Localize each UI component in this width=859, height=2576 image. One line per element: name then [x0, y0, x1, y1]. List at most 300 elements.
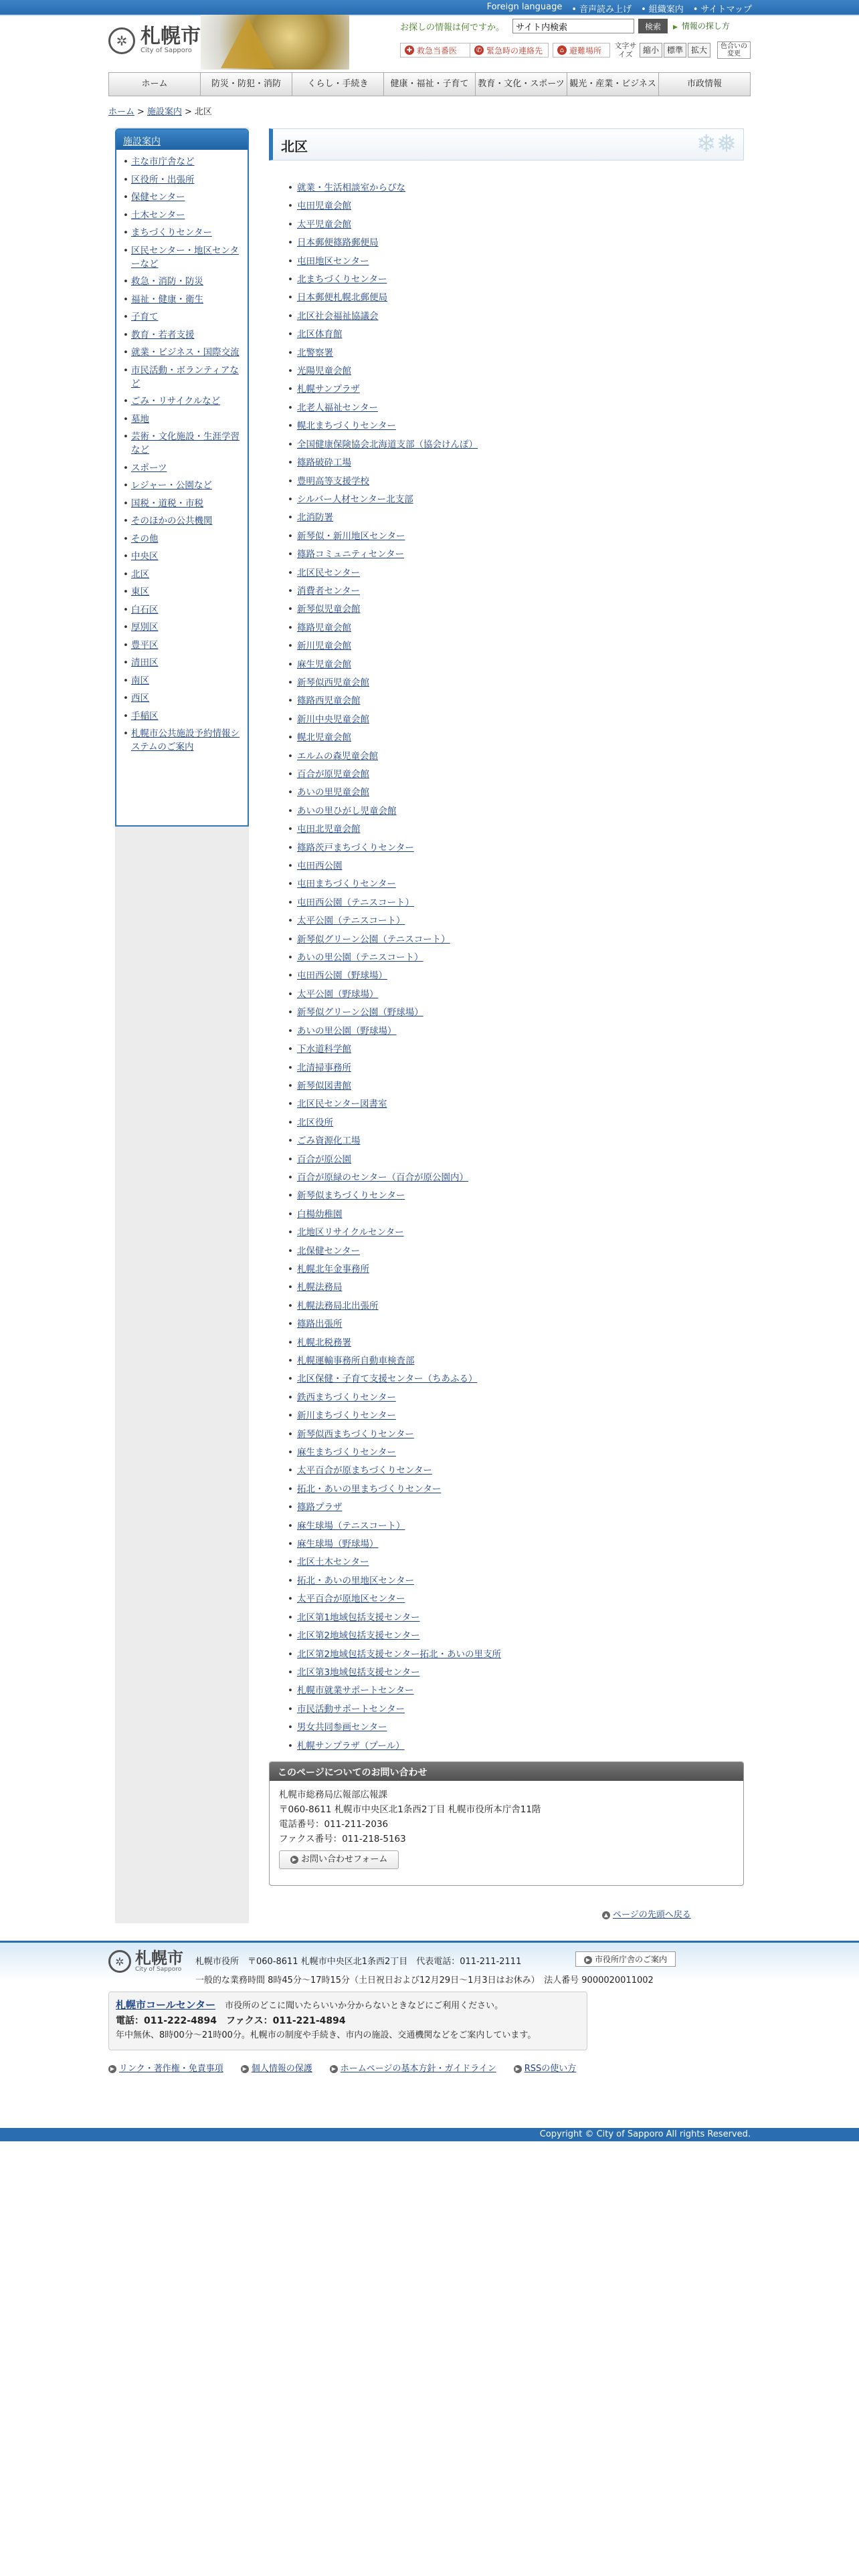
facility-link[interactable]: 鉄西まちづくりセンター — [297, 1392, 396, 1403]
header-image — [201, 15, 349, 70]
facility-link[interactable]: 新琴似西まちづくりセンター — [297, 1428, 414, 1440]
sidebar-item-link[interactable]: ごみ・リサイクルなど — [131, 396, 221, 407]
facility-item — [288, 949, 501, 967]
foreign-language-link[interactable]: Foreign language — [486, 2, 563, 12]
footer-logo-name: 札幌市 — [135, 1949, 183, 1967]
sidebar-item-link[interactable]: 厚別区 — [131, 622, 159, 633]
facility-link[interactable]: あいの里公園（テニスコート） — [297, 952, 423, 964]
call-center-title[interactable]: 札幌市コールセンター — [116, 1999, 216, 2011]
arrow-icon: ▶ — [514, 2065, 522, 2073]
facility-item — [288, 546, 501, 564]
breadcrumb-separator: > — [184, 107, 192, 117]
facility-link[interactable]: 男女共同参画センター — [297, 1722, 387, 1733]
sidebar-item — [123, 275, 244, 288]
facility-item — [288, 289, 501, 307]
sidebar-item-link[interactable]: 中央区 — [131, 551, 159, 562]
facility-link[interactable]: 北消防署 — [297, 512, 333, 524]
search-input[interactable] — [512, 19, 634, 33]
footer-logo-subtitle: City of Sapporo — [135, 1966, 182, 1973]
facility-link[interactable]: 新川中央児童会館 — [297, 714, 369, 725]
gnav-health[interactable]: 健康・福祉・子育て — [384, 73, 476, 96]
facility-item — [288, 1664, 501, 1682]
search-button[interactable]: 検索 — [638, 19, 668, 33]
facility-item — [288, 967, 501, 985]
gnav-living[interactable]: くらし・手続き — [292, 73, 384, 96]
facility-link[interactable]: 札幌運輸事務所自動車検査部 — [297, 1356, 415, 1366]
emergency-doctor-button[interactable] — [400, 43, 475, 58]
facility-link[interactable]: 札幌市就業サポートセンター — [297, 1685, 414, 1697]
facility-item — [288, 711, 501, 729]
facility-item — [288, 912, 501, 930]
evacuation-button[interactable] — [553, 43, 610, 58]
facility-item — [288, 253, 501, 271]
phone-icon: ✆ — [474, 45, 484, 55]
facility-link[interactable]: 市民活動サポートセンター — [297, 1703, 405, 1715]
copyright: Copyright © City of Sapporo All rights Reserved. — [0, 2128, 859, 2141]
facility-item — [288, 1279, 501, 1297]
top-bar — [0, 0, 859, 15]
footer-link-copyright[interactable] — [108, 2061, 223, 2074]
sidebar-item — [123, 585, 244, 599]
sidebar-item — [123, 550, 244, 563]
facility-item — [288, 1243, 501, 1261]
facility-link[interactable]: シルバー人材センター北支部 — [297, 494, 413, 505]
facility-item — [288, 454, 501, 472]
facility-item — [288, 748, 501, 766]
facility-item — [288, 839, 501, 857]
facility-link[interactable]: 消費者センター — [297, 585, 360, 597]
facility-item — [288, 1041, 501, 1059]
facility-item — [288, 1407, 501, 1425]
facility-item — [288, 1004, 501, 1022]
facility-item — [288, 326, 501, 344]
sidebar-item-link[interactable]: 子育て — [131, 312, 159, 322]
facility-item — [288, 1114, 501, 1132]
sidebar-item-link[interactable]: 芸術・文化施設・生涯学習など — [131, 431, 240, 455]
inquiry-heading: このページについてのお問い合わせ — [270, 1762, 743, 1781]
sidebar-item-link[interactable]: レジャー・公園など — [131, 480, 212, 491]
facility-item — [288, 821, 501, 839]
sidebar-item-link[interactable]: 東区 — [131, 586, 149, 597]
inquiry-fax: ファクス番号：011-218-5163 — [279, 1834, 406, 1844]
facility-link[interactable]: あいの里児童会館 — [297, 787, 369, 798]
facility-item — [288, 1646, 501, 1664]
arrow-icon: ▶ — [330, 2065, 338, 2073]
facility-link[interactable]: 北区民センター図書室 — [297, 1099, 387, 1110]
facility-link[interactable]: あいの里公園（野球場） — [297, 1025, 397, 1037]
facility-link[interactable]: 光陽児童会館 — [297, 366, 351, 377]
evacuation-label: 避難場所 — [569, 45, 602, 56]
sidebar-item-link[interactable]: 豊平区 — [131, 639, 159, 651]
facility-item — [288, 894, 501, 912]
facility-link[interactable]: 日本郵便札幌北郵便局 — [297, 292, 387, 304]
facility-link[interactable]: 札幌法務局 — [297, 1282, 343, 1293]
sidebar-item-link[interactable]: 市民活動・ボランティアなど — [131, 364, 239, 389]
facility-item — [288, 986, 501, 1004]
city-hall-access-button[interactable] — [575, 1951, 676, 1967]
facility-link[interactable]: 拓北・あいの里まちづくりセンター — [297, 1483, 442, 1495]
facility-item — [288, 417, 501, 435]
footer-link-label[interactable]: ホームページの基本方針・ガイドライン — [340, 2064, 496, 2074]
facility-item — [288, 1609, 501, 1627]
facility-item — [288, 1535, 501, 1553]
facility-link[interactable]: 太平公園（野球場） — [297, 988, 379, 1000]
facility-item — [288, 564, 501, 582]
facility-item — [288, 1426, 501, 1444]
sidebar-heading — [116, 130, 248, 150]
facility-link[interactable]: 札幌北税務署 — [297, 1337, 351, 1348]
sidebar-item — [123, 430, 244, 457]
facility-item — [288, 1590, 501, 1608]
facility-item — [288, 1334, 501, 1352]
facility-link[interactable]: 新川児童会館 — [297, 641, 351, 652]
facility-link[interactable]: 太平児童会館 — [297, 219, 351, 230]
facility-link[interactable]: 太平百合が原地区センター — [297, 1594, 405, 1605]
facility-link[interactable]: 百合が原緑のセンター（百合が原公園内） — [297, 1172, 468, 1183]
facility-link[interactable]: 豊明高等支援学校 — [297, 475, 369, 487]
facility-link[interactable]: 北区社会福祉協議会 — [297, 310, 379, 322]
sidebar-item-link[interactable]: 南区 — [131, 675, 149, 686]
facility-item — [288, 271, 501, 289]
font-large-button[interactable]: 拡大 — [688, 43, 710, 58]
facility-item — [288, 1370, 501, 1388]
sidebar-item — [123, 710, 244, 723]
gnav-education[interactable]: 教育・文化・スポーツ — [476, 73, 567, 96]
sidebar-item — [123, 413, 244, 426]
sidebar-item-link[interactable]: 北区 — [131, 568, 149, 580]
facility-link[interactable]: 屯田西公園 — [297, 861, 343, 872]
facility-link[interactable]: 太平公園（テニスコート） — [297, 916, 405, 927]
facility-item — [288, 1132, 501, 1150]
sidebar-item — [123, 691, 244, 705]
facility-item — [288, 1023, 501, 1041]
footer-address: 札幌市役所 〒060-8611 札幌市中央区北1条西2丁目 代表電話：011-211-2111 — [195, 1957, 522, 1967]
facility-link[interactable]: 拓北・あいの里地区センター — [297, 1575, 414, 1586]
facility-list — [288, 179, 501, 1755]
facility-link[interactable]: 新琴似西児童会館 — [297, 677, 369, 688]
sidebar-item — [123, 621, 244, 634]
facility-link[interactable]: 屯田まちづくりセンター — [297, 879, 396, 890]
facility-item — [288, 857, 501, 875]
facility-link[interactable]: 麻生まちづくりセンター — [297, 1447, 396, 1459]
facility-link[interactable]: 北区体育館 — [297, 329, 343, 340]
search-howto-link[interactable]: ▶ 情報の探し方 — [673, 20, 730, 31]
facility-item — [288, 491, 501, 509]
facility-link[interactable]: 就業・生活相談室からぴな — [297, 183, 405, 193]
emergency-doctor-label: 救急当番医 — [417, 45, 458, 56]
facility-link[interactable]: 新川まちづくりセンター — [297, 1410, 396, 1422]
sidebar-item-link[interactable]: 札幌市公共施設予約情報システムのご案内 — [131, 728, 240, 752]
facility-item — [288, 692, 501, 710]
header-divider — [0, 15, 859, 16]
facility-item — [288, 875, 501, 893]
facility-item — [288, 1701, 501, 1719]
sidebar-item — [123, 461, 244, 475]
facility-item — [288, 1187, 501, 1205]
footer-link-label[interactable]: リンク・著作権・免責事項 — [119, 2064, 223, 2074]
gnav-safety[interactable]: 防災・防犯・消防 — [201, 73, 292, 96]
facility-item — [288, 1682, 501, 1700]
font-size-label: 文字サイズ — [614, 41, 637, 59]
footer-link-rss[interactable] — [514, 2061, 577, 2074]
sidebar-list — [116, 150, 248, 754]
city-hall-access-label: 市役所庁舎のご案内 — [595, 1955, 668, 1964]
footer-link-label[interactable]: RSSの使い方 — [524, 2064, 577, 2074]
gnav-city-info[interactable]: 市政情報 — [686, 79, 722, 89]
call-center-hours: 年中無休、8時00分～21時00分。札幌市の制度や手続き、市内の施設、交通機関などをご案内しています。 — [116, 2030, 537, 2040]
footer-divider — [0, 1941, 859, 1943]
emergency-contact-button[interactable] — [470, 43, 549, 58]
gnav-tourism[interactable]: 観光・産業・ビジネス — [567, 73, 659, 96]
facility-link[interactable]: 篠路破砕工場 — [297, 457, 351, 469]
facility-link[interactable]: 北保健センター — [297, 1245, 360, 1257]
footer — [0, 1941, 859, 2135]
inquiry-dept: 札幌市総務局広報部広報課 — [279, 1790, 387, 1800]
facility-item — [288, 1627, 501, 1645]
facility-link[interactable]: 百合が原児童会館 — [297, 769, 369, 780]
sidebar-item-link[interactable]: スポーツ — [131, 462, 167, 473]
sidebar-item-link[interactable]: その他 — [131, 533, 159, 544]
facility-link[interactable]: エルムの森児童会館 — [297, 750, 378, 762]
footer-hours: 一般的な業務時間 8時45分～17時15分（土日祝日および12月29日～1月3日はお休み） 法人番号 9000020011002 — [195, 1975, 654, 1985]
breadcrumb-parent[interactable]: 施設案内 — [147, 107, 182, 117]
emergency-contact-label: 緊急時の連絡先 — [486, 45, 543, 56]
facility-item — [288, 1462, 501, 1480]
sidebar-item-link[interactable]: 土木センター — [131, 209, 185, 221]
facility-item — [288, 399, 501, 417]
facility-link[interactable]: あいの里ひがし児童会館 — [297, 805, 397, 817]
facility-link[interactable]: 麻生球場（野球場） — [297, 1539, 379, 1550]
facility-link[interactable]: 太平百合が原まちづくりセンター — [297, 1465, 432, 1477]
font-small-button[interactable]: 縮小 — [640, 43, 662, 58]
sidebar-item-link[interactable]: 主な市庁舎など — [131, 156, 195, 167]
facility-link[interactable]: 北区土木センター — [297, 1557, 369, 1568]
facility-link[interactable]: 北区保健・子育て支援センター（ちあふる） — [297, 1374, 478, 1385]
facility-link[interactable]: 北区第2地域包括支援センター — [297, 1630, 420, 1642]
page-top-label[interactable]: ページの先頭へ戻る — [613, 1910, 691, 1920]
facility-link[interactable]: 北地区リサイクルセンター — [297, 1227, 404, 1239]
facility-link[interactable]: 幌北児童会館 — [297, 732, 351, 744]
facility-link[interactable]: 北区第1地域包括支援センター — [297, 1612, 420, 1623]
sidebar-item-link[interactable]: 手稲区 — [131, 710, 159, 722]
gnav-home[interactable]: ホーム — [109, 73, 201, 96]
city-emblem-icon: ✲ — [108, 27, 135, 54]
facility-link[interactable]: 下水道科学館 — [297, 1044, 351, 1055]
facility-item — [288, 582, 501, 601]
facility-item — [288, 234, 501, 252]
breadcrumb-home[interactable]: ホーム — [108, 107, 135, 117]
facility-link[interactable]: 屯田西公園（野球場） — [297, 970, 387, 982]
facility-item — [288, 931, 501, 949]
facility-item — [288, 1737, 501, 1755]
snowflake-icon: ❄❅ — [696, 130, 737, 158]
facility-item — [288, 1572, 501, 1590]
sidebar-item-link[interactable]: 教育・若者支援 — [131, 329, 195, 340]
facility-link[interactable]: 麻生児童会館 — [297, 659, 351, 670]
breadcrumb-current: 北区 — [194, 107, 212, 117]
facility-item — [288, 1095, 501, 1113]
facility-item — [288, 509, 501, 527]
facility-link[interactable]: 北清掃事務所 — [297, 1062, 351, 1073]
inquiry-form-button[interactable] — [279, 1850, 399, 1869]
footer-links — [108, 2061, 576, 2074]
facility-item — [288, 1169, 501, 1187]
font-normal-button[interactable]: 標準 — [664, 43, 686, 58]
facility-link[interactable]: 白楊幼稚園 — [297, 1208, 343, 1220]
sidebar-item-link[interactable]: 区民センター・地区センターなど — [131, 245, 239, 270]
voice-reading-link[interactable]: • 音声読み上げ — [571, 2, 632, 15]
sidebar-item-link[interactable]: 国税・道税・市税 — [131, 498, 203, 509]
facility-item — [288, 216, 501, 234]
facility-item — [288, 1151, 501, 1169]
footer-link-privacy[interactable] — [241, 2061, 312, 2074]
facility-item — [288, 656, 501, 674]
sidebar-item-link[interactable]: 西区 — [131, 693, 149, 704]
sidebar-item-link[interactable]: まちづくりセンター — [131, 227, 212, 238]
facility-link[interactable]: 北区民センター — [297, 567, 360, 578]
facility-link[interactable]: 札幌北年金事務所 — [297, 1263, 369, 1275]
sidebar-item — [123, 173, 244, 187]
facility-link[interactable]: 北区役所 — [297, 1117, 333, 1128]
sidebar-heading-link[interactable]: 施設案内 — [123, 136, 161, 147]
facility-item — [288, 308, 501, 326]
sidebar-item — [123, 639, 244, 652]
call-center-desc: 市役所のどこに聞いたらいいか分からないときなどにご利用ください。 — [225, 2001, 504, 2011]
breadcrumb-separator: > — [137, 107, 145, 117]
sidebar-item-link[interactable]: 就業・ビジネス・国際交流 — [131, 347, 240, 358]
facility-link[interactable]: 篠路コミュニティセンター — [297, 549, 405, 560]
facility-link[interactable]: 新琴似まちづくりセンター — [297, 1190, 405, 1202]
sidebar-item-link[interactable]: 区役所・出張所 — [131, 174, 195, 185]
facility-link[interactable]: 新琴似図書館 — [297, 1080, 351, 1091]
facility-item — [288, 1297, 501, 1315]
facility-item — [288, 729, 501, 747]
page-title — [269, 128, 744, 160]
facility-item — [288, 784, 501, 802]
sidebar-item-link[interactable]: そのほかの公共機関 — [131, 516, 213, 526]
page-title-text: 北区 — [281, 138, 308, 154]
sidebar-item — [123, 209, 244, 222]
sidebar-item-link[interactable]: 白石区 — [131, 604, 159, 615]
facility-link[interactable]: 篠路出張所 — [297, 1319, 343, 1330]
sidebar-item — [123, 191, 244, 204]
facility-link[interactable]: 麻生球場（テニスコート） — [297, 1520, 405, 1531]
facility-link[interactable]: 屯田児童会館 — [297, 201, 351, 212]
facility-item — [288, 1059, 501, 1077]
color-change-button[interactable]: 色合いの変更 — [717, 41, 751, 59]
facility-item — [288, 1517, 501, 1535]
facility-link[interactable]: 百合が原公園 — [297, 1154, 351, 1165]
sitemap-link[interactable]: • サイトマップ — [693, 2, 752, 15]
sidebar-item — [123, 293, 244, 306]
facility-item — [288, 436, 501, 454]
sidebar-item — [123, 727, 244, 754]
sidebar-item — [123, 310, 244, 324]
facility-item — [288, 1481, 501, 1499]
sidebar-item-link[interactable]: 福祉・健康・衛生 — [131, 294, 203, 305]
facility-link[interactable]: 屯田北児童会館 — [297, 824, 361, 835]
inquiry-tel: 電話番号：011-211-2036 — [279, 1819, 389, 1830]
facility-item — [288, 1444, 501, 1462]
facility-link[interactable]: 北区第2地域包括支援センター拓北・あいの里支所 — [297, 1648, 502, 1660]
facility-link[interactable]: 北警察署 — [297, 347, 333, 358]
facility-link[interactable]: 篠路児童会館 — [297, 622, 351, 633]
site-logo[interactable] — [108, 27, 201, 54]
facility-link[interactable]: 北老人福祉センター — [297, 402, 378, 413]
sidebar-item-link[interactable]: 清田区 — [131, 657, 159, 668]
sidebar-item — [123, 568, 244, 581]
facility-item — [288, 802, 501, 821]
sidebar-item — [123, 226, 244, 239]
sidebar-item — [123, 514, 244, 528]
facility-item — [288, 1261, 501, 1279]
search-question: お探しの情報は何ですか。 — [400, 23, 505, 33]
facility-item — [288, 381, 501, 399]
inquiry-form-label: お問い合わせフォーム — [301, 1854, 388, 1864]
facility-item — [288, 1206, 501, 1224]
facility-link[interactable]: 北区第3地域包括支援センター — [297, 1667, 420, 1678]
facility-link[interactable]: 屯田西公園（テニスコート） — [297, 897, 414, 908]
city-emblem-icon: ✲ — [108, 1950, 131, 1973]
facility-link[interactable]: 新琴似グリーン公園（テニスコート） — [297, 934, 450, 945]
sidebar-item — [123, 346, 244, 359]
facility-link[interactable]: ごみ資源化工場 — [297, 1136, 361, 1147]
facility-link[interactable]: 札幌サンプラザ — [297, 384, 360, 395]
facility-link[interactable]: 札幌サンプラザ（プール） — [297, 1740, 405, 1751]
facility-item — [288, 601, 501, 619]
facility-item — [288, 766, 501, 784]
facility-link[interactable]: 全国健康保険協会北海道支部（協会けんぽ） — [297, 439, 478, 450]
sidebar — [115, 128, 249, 827]
arrow-icon: ▶ — [108, 2065, 116, 2073]
footer-link-policy[interactable] — [330, 2061, 496, 2074]
footer-link-label[interactable]: 個人情報の保護 — [251, 2064, 312, 2074]
shelter-icon: ⌂ — [557, 45, 567, 55]
facility-link[interactable]: 新琴似・新川地区センター — [297, 530, 405, 542]
facility-item — [288, 619, 501, 637]
facility-link[interactable]: 屯田地区センター — [297, 255, 369, 267]
facility-link[interactable]: 幌北まちづくりセンター — [297, 421, 396, 432]
sidebar-item-link[interactable]: 墓地 — [131, 413, 149, 425]
facility-item — [288, 1719, 501, 1737]
logo-subtitle: City of Sapporo — [140, 47, 192, 54]
sidebar-item-link[interactable]: 保健センター — [131, 192, 185, 203]
organization-link[interactable]: • 組織案内 — [641, 2, 684, 15]
facility-item — [288, 674, 501, 692]
facility-link[interactable]: 北まちづくりセンター — [297, 274, 387, 286]
breadcrumb — [108, 104, 212, 117]
sidebar-item-link[interactable]: 救急・消防・防災 — [131, 276, 203, 287]
facility-link[interactable]: 新琴似グリーン公園（野球場） — [297, 1007, 423, 1018]
facility-item — [288, 344, 501, 362]
facility-item — [288, 528, 501, 546]
sidebar-item — [123, 603, 244, 617]
sidebar-item — [123, 395, 244, 408]
facility-item — [288, 1389, 501, 1407]
facility-link[interactable]: 日本郵便篠路郵便局 — [297, 237, 379, 249]
facility-item — [288, 197, 501, 215]
facility-link[interactable]: 篠路西児童会館 — [297, 695, 361, 707]
arrow-icon: ▶ — [241, 2065, 249, 2073]
sidebar-item — [123, 656, 244, 669]
sidebar-item — [123, 328, 244, 342]
facility-link[interactable]: 札幌法務局北出張所 — [297, 1300, 379, 1311]
sidebar-item — [123, 155, 244, 169]
page-top-link[interactable] — [602, 1907, 691, 1920]
facility-link[interactable]: 篠路茨戸まちづくりセンター — [297, 842, 414, 853]
facility-link[interactable]: 篠路プラザ — [297, 1502, 343, 1513]
facility-link[interactable]: 新琴似児童会館 — [297, 604, 361, 615]
